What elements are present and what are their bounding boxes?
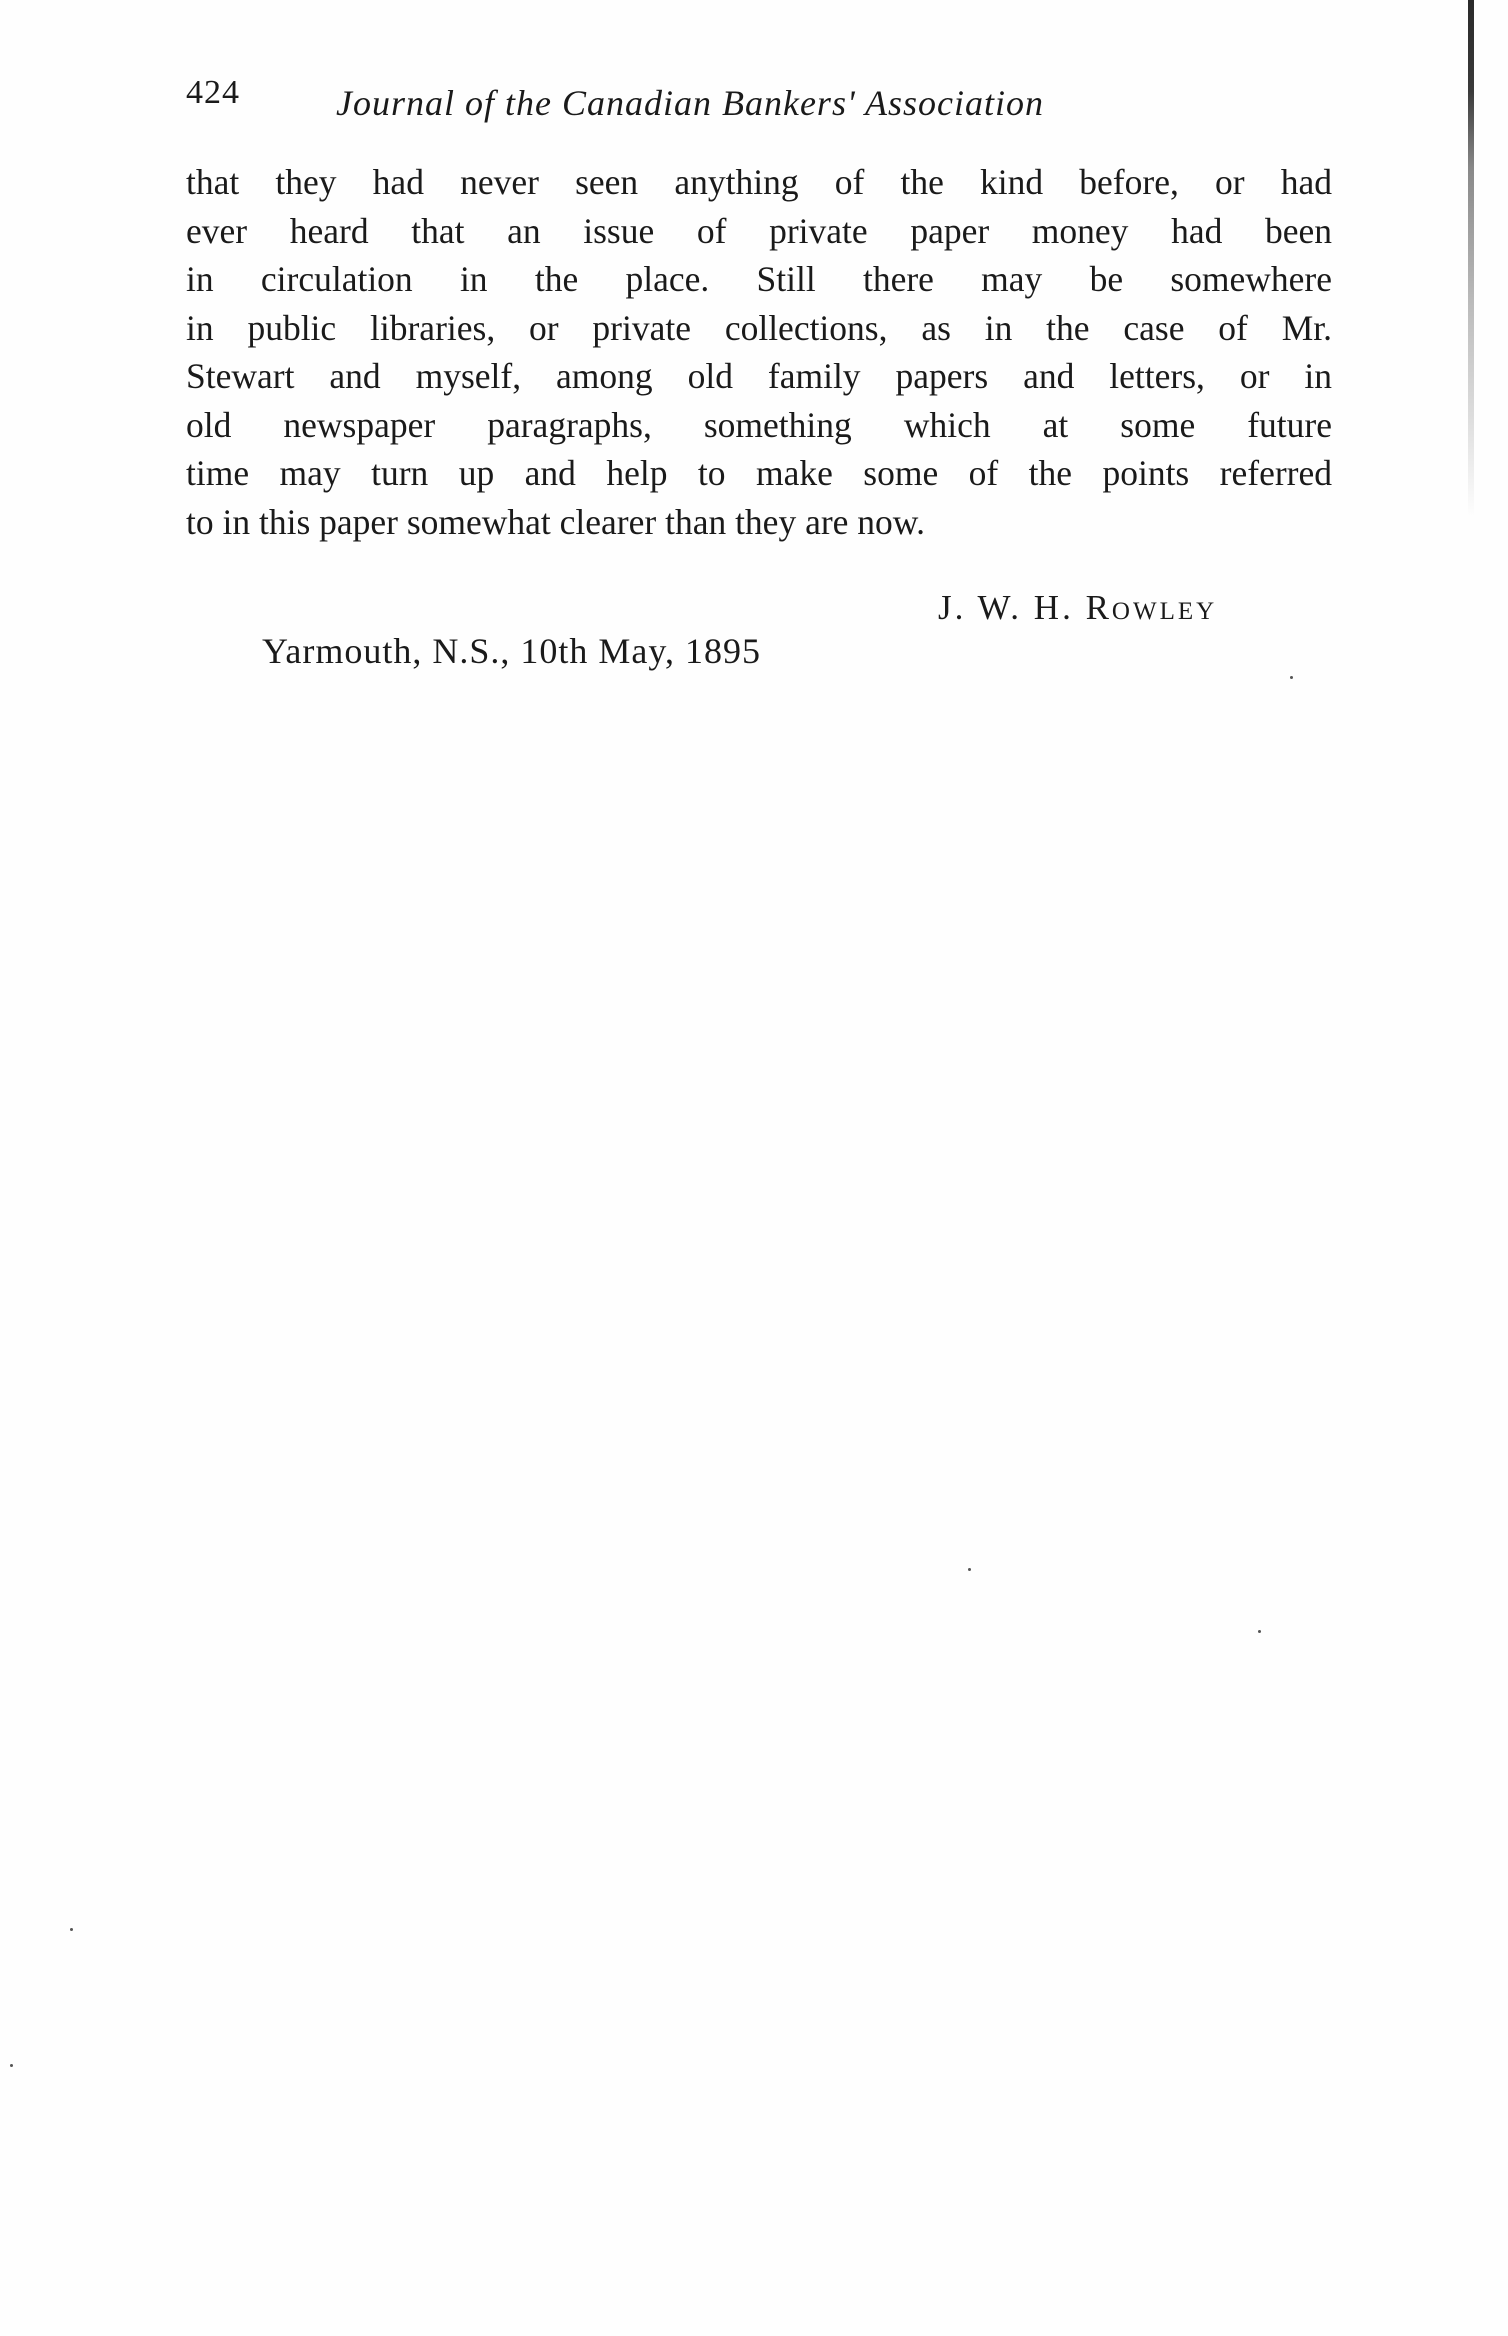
dateline: Yarmouth, N.S., 10th May, 1895 [262, 631, 762, 671]
paper-speck [70, 1928, 73, 1931]
page-header [186, 70, 1196, 130]
body-line: ever heard that an issue of private paper money had been [186, 210, 1332, 251]
body-line: old newspaper paragraphs, something which at some future [186, 404, 1332, 445]
body-line: time may turn up and help to make some of the points referred [186, 453, 1332, 493]
body-line: Stewart and myself, among old family papers and letters, or in [186, 356, 1332, 396]
body-paragraph [186, 158, 1332, 546]
body-line: to in this paper somewhat clearer than they are now. [186, 501, 925, 542]
body-line: in circulation in the place. Still there may be somewhere [186, 259, 1332, 299]
paper-speck [1258, 1630, 1261, 1633]
author-signature: J. W. H. Rowley [938, 588, 1218, 627]
paper-speck [968, 1568, 971, 1571]
running-head: Journal of the Canadian Bankers' Association [336, 83, 1044, 123]
page-number: 424 [186, 74, 240, 111]
body-line: that they had never seen anything of the kind before, or had [186, 162, 1332, 202]
paper-speck [10, 2064, 13, 2067]
body-line: in public libraries, or private collections, as in the case of Mr. [186, 307, 1332, 348]
binding-edge-shadow [1468, 0, 1474, 760]
paper-speck [1290, 676, 1293, 679]
